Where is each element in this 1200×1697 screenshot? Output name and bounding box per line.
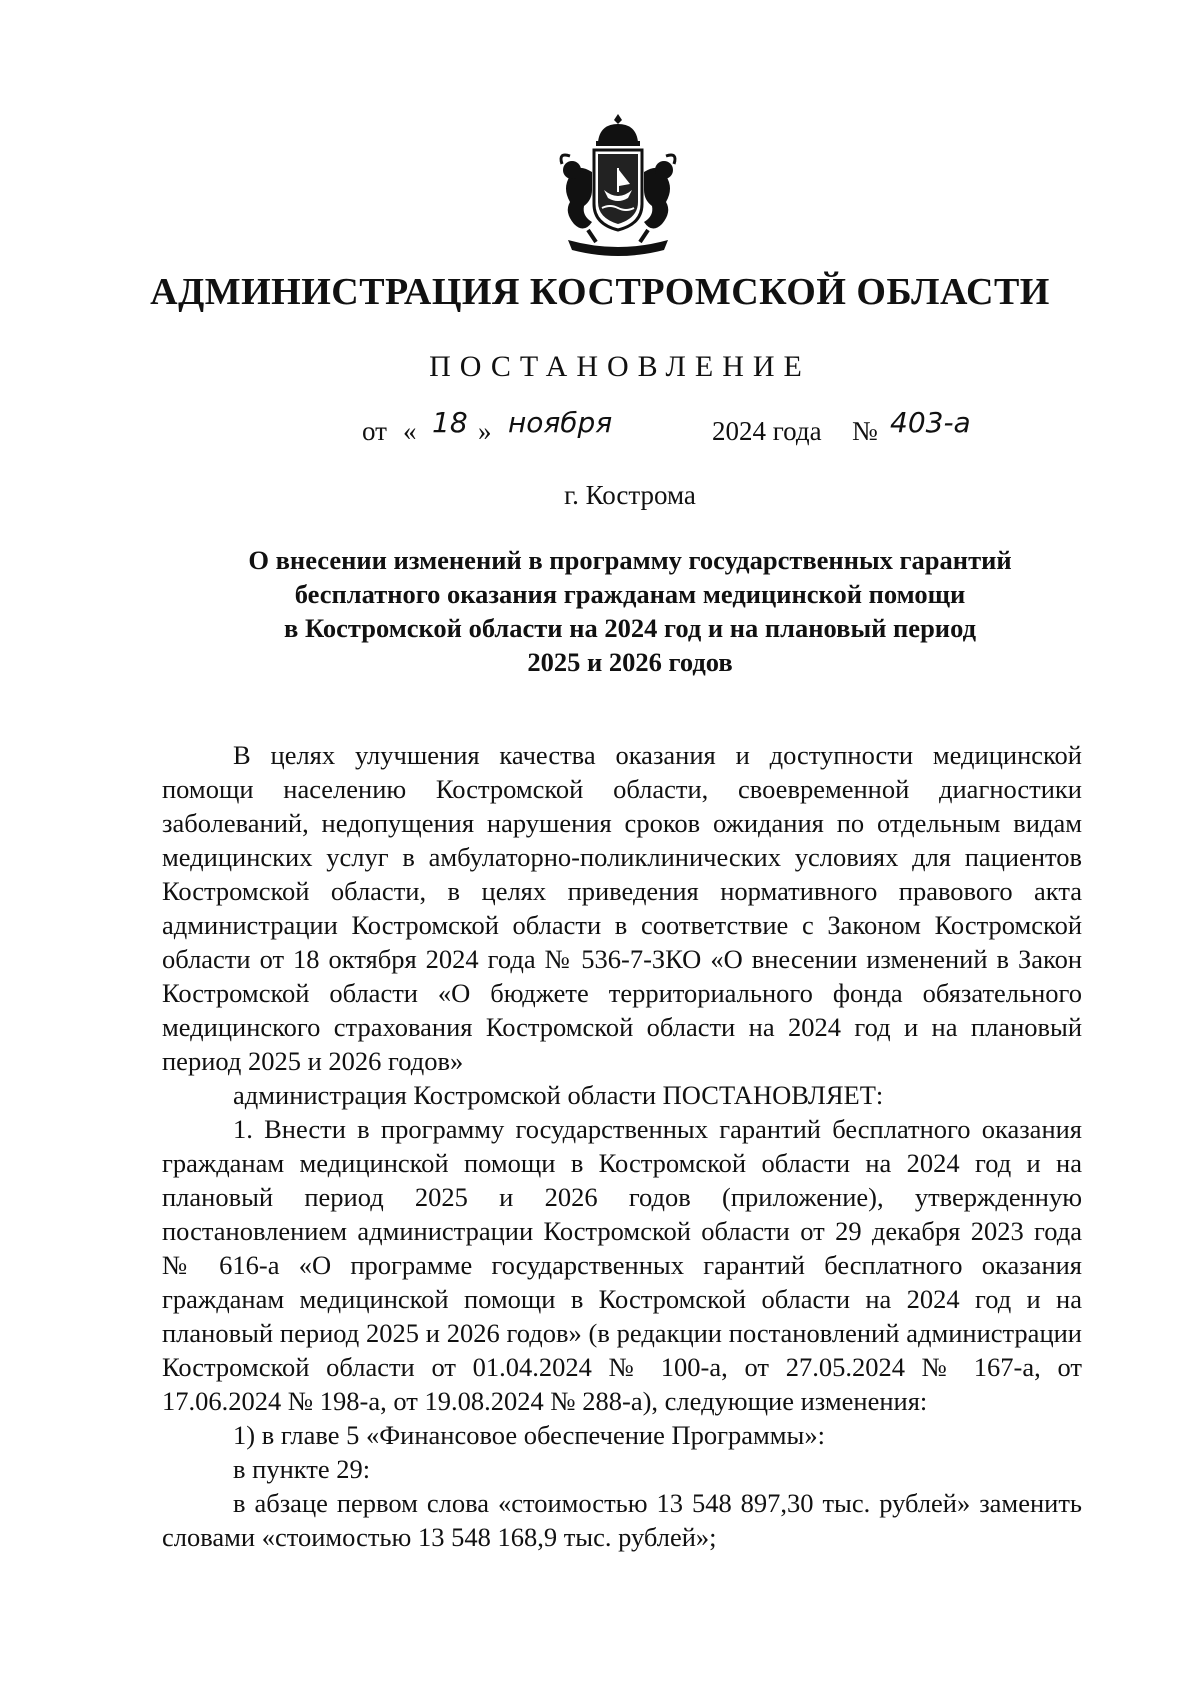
subject-line-4: 2025 и 2026 годов [527,647,733,677]
body-paragraph-preamble: В целях улучшения качества оказания и доступности медицинской помощи населению Костромской области, своевременной диагностики заболеваний, недопущения нарушения сроков ожидания по отдельным видам медицинских услуг в амбулаторно-поликлинических условиях для пациентов Костромской области, в целях приведения нормативного правового акта администрации Костромской области в соответствие с Законом Костромской области от 18 октября 2024 года № 536-7-ЗКО «О внесении изменений в Закон Костромской области «О бюджете территориального фонда обязательного медицинского страхования Костромской области на 2024 год и на плановый период 2025 и 2026 годов» [162,740,1082,1076]
date-quote-close: » [478,416,492,446]
document-type: ПОСТАНОВЛЕНИЕ [429,350,811,383]
document-body [162,738,1082,1554]
number-sign: № [852,416,878,446]
body-paragraph-amendment: в абзаце первом слова «стоимостью 13 548 897,30 тыс. рублей» заменить словами «стоимостью 13 548 168,9 тыс. рублей»; [162,1488,1082,1552]
date-quote-open: « [403,416,417,446]
date-month: ноября [508,406,613,439]
date-day: 18 [432,406,468,439]
coat-of-arms-icon [548,112,688,262]
date-prefix: от [362,416,387,446]
subject-line-3: в Костромской области на 2024 год и на плановый период [284,613,976,643]
body-paragraph-point-29: в пункте 29: [233,1454,371,1484]
date-year: 2024 года [712,416,822,446]
organization-title: АДМИНИСТРАЦИЯ КОСТРОМСКОЙ ОБЛАСТИ [150,271,1050,313]
body-paragraph-resolves: администрация Костромской области ПОСТАНОВЛЯЕТ: [233,1080,884,1110]
subject-line-2: бесплатного оказания гражданам медицинской помощи [294,579,966,609]
body-paragraph-chapter-5: 1) в главе 5 «Финансовое обеспечение Программы»: [233,1420,825,1450]
date-line [0,406,1200,452]
document-subject [0,543,1200,679]
body-paragraph-item-1: 1. Внести в программу государственных гарантий бесплатного оказания гражданам медицинской помощи в Костромской области на 2024 год и на плановый период 2025 и 2026 годов (приложение), утвержденную постановлением администрации Костромской области от 29 декабря 2023 года № 616-а «О программе государственных гарантий бесплатного оказания гражданам медицинской помощи в Костромской области на 2024 год и на плановый период 2025 и 2026 годов» (в редакции постановлений администрации Костромской области от 01.04.2024 № 100-а, от 27.05.2024 № 167-а, от 17.06.2024 № 198-а, от 19.08.2024 № 288-а), следующие изменения: [162,1114,1082,1416]
document-number: 403-а [890,406,971,439]
subject-line-1: О внесении изменений в программу государственных гарантий [248,545,1012,575]
city-line: г. Кострома [564,480,696,510]
